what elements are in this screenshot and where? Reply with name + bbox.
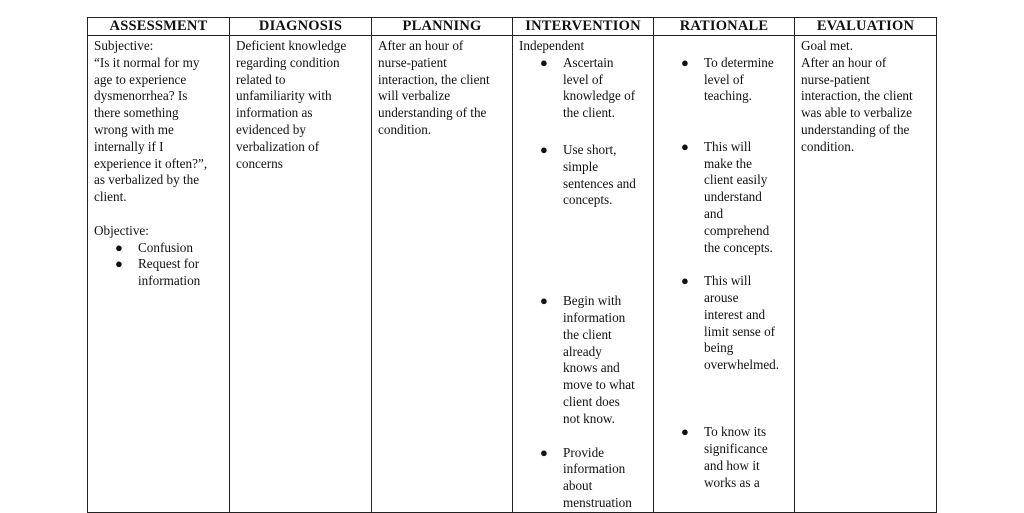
subjective-text: “Is it normal for my age to experience dysmenorrhea? Is there something wrong with me internally if I experience it often?”, as verbalized by the client.	[94, 54, 208, 205]
bullet-icon: ●	[540, 444, 548, 460]
diagnosis-text: Deficient knowledge regarding condition related to unfamiliarity with information as evidenced by verbalization of concerns	[236, 38, 347, 171]
header-evaluation: EVALUATION	[795, 18, 937, 36]
spacer	[94, 206, 223, 223]
care-plan-row	[88, 36, 937, 513]
objective-label: Objective:	[94, 222, 149, 238]
bullet-icon: ●	[681, 138, 689, 154]
bullet-icon: ●	[540, 293, 548, 309]
spacer	[519, 209, 647, 226]
spacer	[660, 122, 788, 139]
intervention-item: Use short, simple sentences and concepts.	[563, 141, 636, 208]
header-planning: PLANNING	[372, 18, 513, 36]
rationale-cell	[654, 36, 795, 513]
intervention-cell	[513, 36, 654, 513]
bullet-icon: ●	[115, 239, 123, 255]
planning-text: After an hour of nurse-patient interaction, the client will verbalize understanding of the condition.	[378, 38, 490, 137]
objective-item: Confusion	[138, 239, 193, 255]
intervention-item: Begin with information the client already knows and move to what client does not know.	[563, 293, 635, 426]
header-row	[88, 18, 937, 36]
list-item	[519, 142, 647, 209]
intervention-item: Ascertain level of knowledge of the client.	[563, 54, 636, 121]
spacer	[660, 256, 788, 273]
intervention-list	[519, 55, 647, 512]
subjective-label: Subjective:	[94, 38, 154, 53]
rationale-item: To know its significance and how it works as a	[704, 424, 768, 490]
spacer	[519, 260, 647, 277]
list-item	[660, 273, 788, 374]
intervention-item: Provide information about menstruation	[563, 444, 632, 510]
spacer	[519, 276, 647, 293]
list-item	[94, 256, 223, 290]
evaluation-text: Goal met. After an hour of nurse-patient interaction, the client was able to verbalize understanding of the condition.	[801, 38, 913, 154]
bullet-icon: ●	[681, 424, 689, 440]
spacer	[660, 374, 788, 391]
nursing-care-plan-table	[87, 17, 937, 513]
header-assessment: ASSESSMENT	[88, 18, 230, 36]
header-rationale: RATIONALE	[654, 18, 795, 36]
spacer	[660, 391, 788, 408]
rationale-item: This will make the client easily understand and comprehend the concepts.	[704, 138, 773, 255]
diagnosis-cell	[230, 36, 372, 513]
list-item	[660, 55, 788, 105]
header-diagnosis: DIAGNOSIS	[230, 18, 372, 36]
intervention-label: Independent	[519, 38, 585, 53]
list-item	[94, 240, 223, 257]
planning-cell	[372, 36, 513, 513]
spacer	[519, 226, 647, 243]
assessment-cell	[88, 36, 230, 513]
rationale-item: To determine level of teaching.	[704, 54, 774, 104]
bullet-icon: ●	[115, 256, 123, 272]
bullet-icon: ●	[681, 54, 689, 70]
list-item	[519, 293, 647, 427]
bullet-icon: ●	[540, 141, 548, 157]
objective-list	[94, 240, 223, 290]
objective-item: Request for information	[138, 256, 201, 289]
spacer	[660, 38, 788, 55]
header-intervention: INTERVENTION	[513, 18, 654, 36]
rationale-list	[660, 55, 788, 492]
bullet-icon: ●	[681, 273, 689, 289]
list-item	[660, 424, 788, 491]
spacer	[519, 122, 647, 142]
bullet-icon: ●	[540, 54, 548, 70]
spacer	[519, 428, 647, 445]
spacer	[660, 408, 788, 425]
list-item	[519, 55, 647, 122]
spacer	[519, 243, 647, 260]
list-item	[660, 139, 788, 257]
evaluation-cell	[795, 36, 937, 513]
rationale-item: This will arouse interest and limit sense of being overwhelmed.	[704, 273, 780, 373]
spacer	[660, 105, 788, 122]
